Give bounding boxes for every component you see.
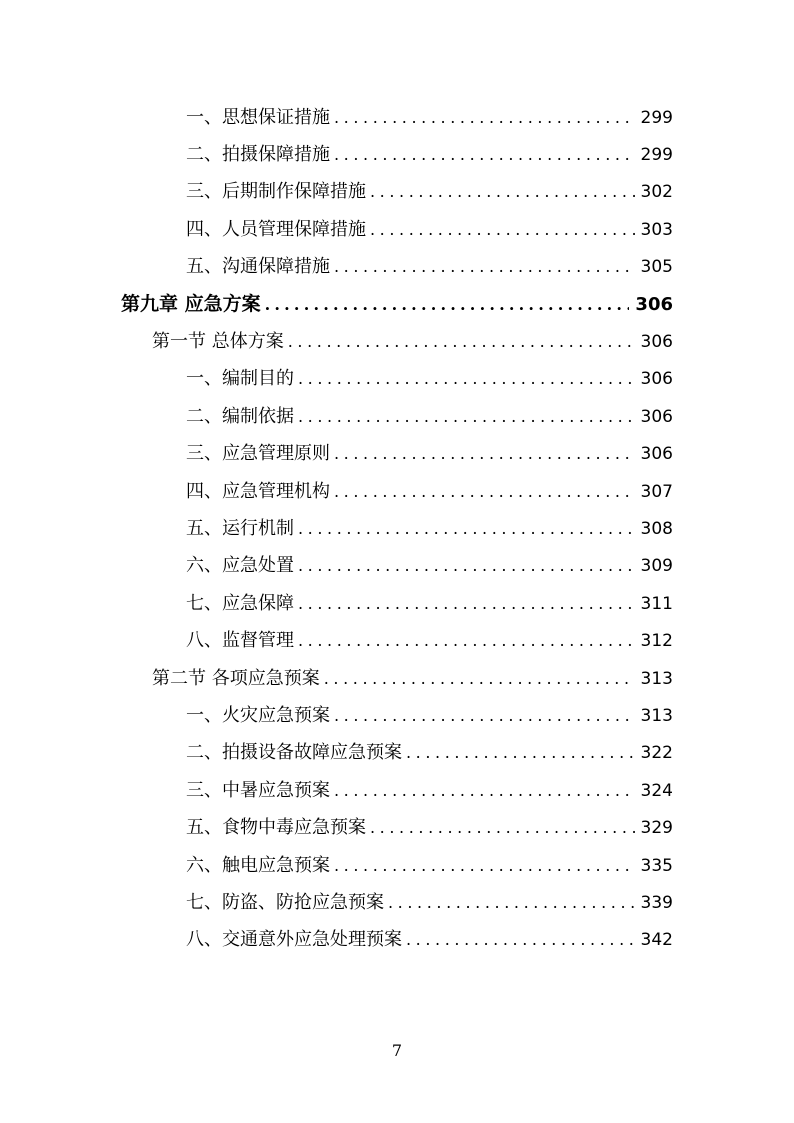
dot-leader: [265, 294, 630, 316]
toc-entry-page: 306: [640, 406, 673, 427]
dot-leader: [298, 630, 635, 652]
toc-entry-page: 339: [640, 892, 673, 913]
toc-entry-page: 299: [640, 145, 673, 166]
toc-section-label: 第二节 各项应急预案: [152, 667, 320, 689]
toc-entry[interactable]: [0, 361, 794, 398]
toc-entry-page: 299: [640, 107, 673, 128]
toc-entry-label: 三、中暑应急预案: [186, 779, 330, 801]
toc-entry-page: 312: [640, 631, 673, 652]
dot-leader: [334, 481, 635, 503]
toc-chapter-page: 306: [635, 294, 673, 316]
toc-entry-page: 305: [640, 257, 673, 278]
toc-entry[interactable]: [0, 697, 794, 734]
toc-entry-page: 322: [640, 743, 673, 764]
toc-entry-label: 七、防盗、防抢应急预案: [186, 891, 384, 913]
toc-entry-label: 五、沟通保障措施: [186, 256, 330, 278]
toc-entry-page: 306: [640, 369, 673, 390]
toc-entry-page: 342: [640, 930, 673, 951]
toc-entry-label: 八、交通意外应急处理预案: [186, 929, 402, 951]
toc-chapter-label: 第九章 应急方案: [121, 293, 261, 316]
toc-entry[interactable]: [0, 548, 794, 585]
toc-entry-label: 六、触电应急预案: [186, 854, 330, 876]
toc-entry-label: 六、应急处置: [186, 555, 294, 577]
toc-entry[interactable]: [0, 510, 794, 547]
toc-entry-label: 一、思想保证措施: [186, 106, 330, 128]
toc-entry-page: 306: [640, 444, 673, 465]
table-of-contents: [0, 99, 794, 959]
toc-entry-page: 329: [640, 818, 673, 839]
toc-entry-page: 313: [640, 705, 673, 726]
toc-section-label: 第一节 总体方案: [152, 331, 284, 353]
toc-entry-label: 一、火灾应急预案: [186, 704, 330, 726]
dot-leader: [298, 555, 635, 577]
toc-entry-label: 三、应急管理原则: [186, 443, 330, 465]
toc-entry-page: 303: [640, 219, 673, 240]
dot-leader: [324, 668, 635, 690]
toc-entry-page: 311: [640, 593, 673, 614]
toc-entry-label: 五、食物中毒应急预案: [186, 817, 366, 839]
dot-leader: [370, 817, 635, 839]
toc-entry[interactable]: [0, 847, 794, 884]
toc-entry-label: 八、监督管理: [186, 630, 294, 652]
toc-entry[interactable]: [0, 249, 794, 286]
toc-section-page: 306: [640, 332, 673, 353]
dot-leader: [334, 780, 635, 802]
dot-leader: [334, 705, 635, 727]
toc-chapter-entry[interactable]: [0, 286, 794, 323]
toc-entry-label: 三、后期制作保障措施: [186, 181, 366, 203]
toc-entry[interactable]: [0, 622, 794, 659]
toc-entry[interactable]: [0, 174, 794, 211]
toc-entry-label: 七、应急保障: [186, 592, 294, 614]
toc-entry-label: 一、编制目的: [186, 368, 294, 390]
page-number: 7: [391, 1041, 403, 1060]
toc-entry-label: 二、编制依据: [186, 405, 294, 427]
toc-entry-page: 309: [640, 556, 673, 577]
toc-entry-page: 307: [640, 481, 673, 502]
toc-entry-label: 二、拍摄保障措施: [186, 144, 330, 166]
dot-leader: [334, 256, 635, 278]
toc-entry[interactable]: [0, 772, 794, 809]
toc-entry-label: 四、应急管理机构: [186, 480, 330, 502]
toc-entry-page: 324: [640, 780, 673, 801]
toc-entry-label: 四、人员管理保障措施: [186, 218, 366, 240]
dot-leader: [298, 368, 635, 390]
dot-leader: [370, 219, 635, 241]
toc-entry[interactable]: [0, 884, 794, 921]
dot-leader: [406, 929, 635, 951]
toc-section-entry[interactable]: [0, 660, 794, 697]
toc-entry[interactable]: [0, 585, 794, 622]
toc-entry-page: 302: [640, 182, 673, 203]
dot-leader: [334, 443, 635, 465]
dot-leader: [388, 892, 635, 914]
toc-entry-label: 二、拍摄设备故障应急预案: [186, 742, 402, 764]
dot-leader: [406, 742, 635, 764]
toc-entry[interactable]: [0, 99, 794, 136]
dot-leader: [334, 107, 635, 129]
dot-leader: [298, 518, 635, 540]
dot-leader: [370, 181, 635, 203]
toc-entry[interactable]: [0, 735, 794, 772]
dot-leader: [298, 593, 635, 615]
toc-section-page: 313: [640, 668, 673, 689]
toc-entry[interactable]: [0, 136, 794, 173]
toc-entry-page: 335: [640, 855, 673, 876]
toc-entry[interactable]: [0, 473, 794, 510]
dot-leader: [298, 406, 635, 428]
dot-leader: [334, 144, 635, 166]
toc-section-entry[interactable]: [0, 323, 794, 360]
dot-leader: [288, 331, 635, 353]
toc-entry[interactable]: [0, 436, 794, 473]
dot-leader: [334, 855, 635, 877]
toc-entry[interactable]: [0, 922, 794, 959]
toc-entry-label: 五、运行机制: [186, 517, 294, 539]
toc-entry-page: 308: [640, 518, 673, 539]
toc-entry[interactable]: [0, 211, 794, 248]
toc-entry[interactable]: [0, 398, 794, 435]
toc-entry[interactable]: [0, 809, 794, 846]
